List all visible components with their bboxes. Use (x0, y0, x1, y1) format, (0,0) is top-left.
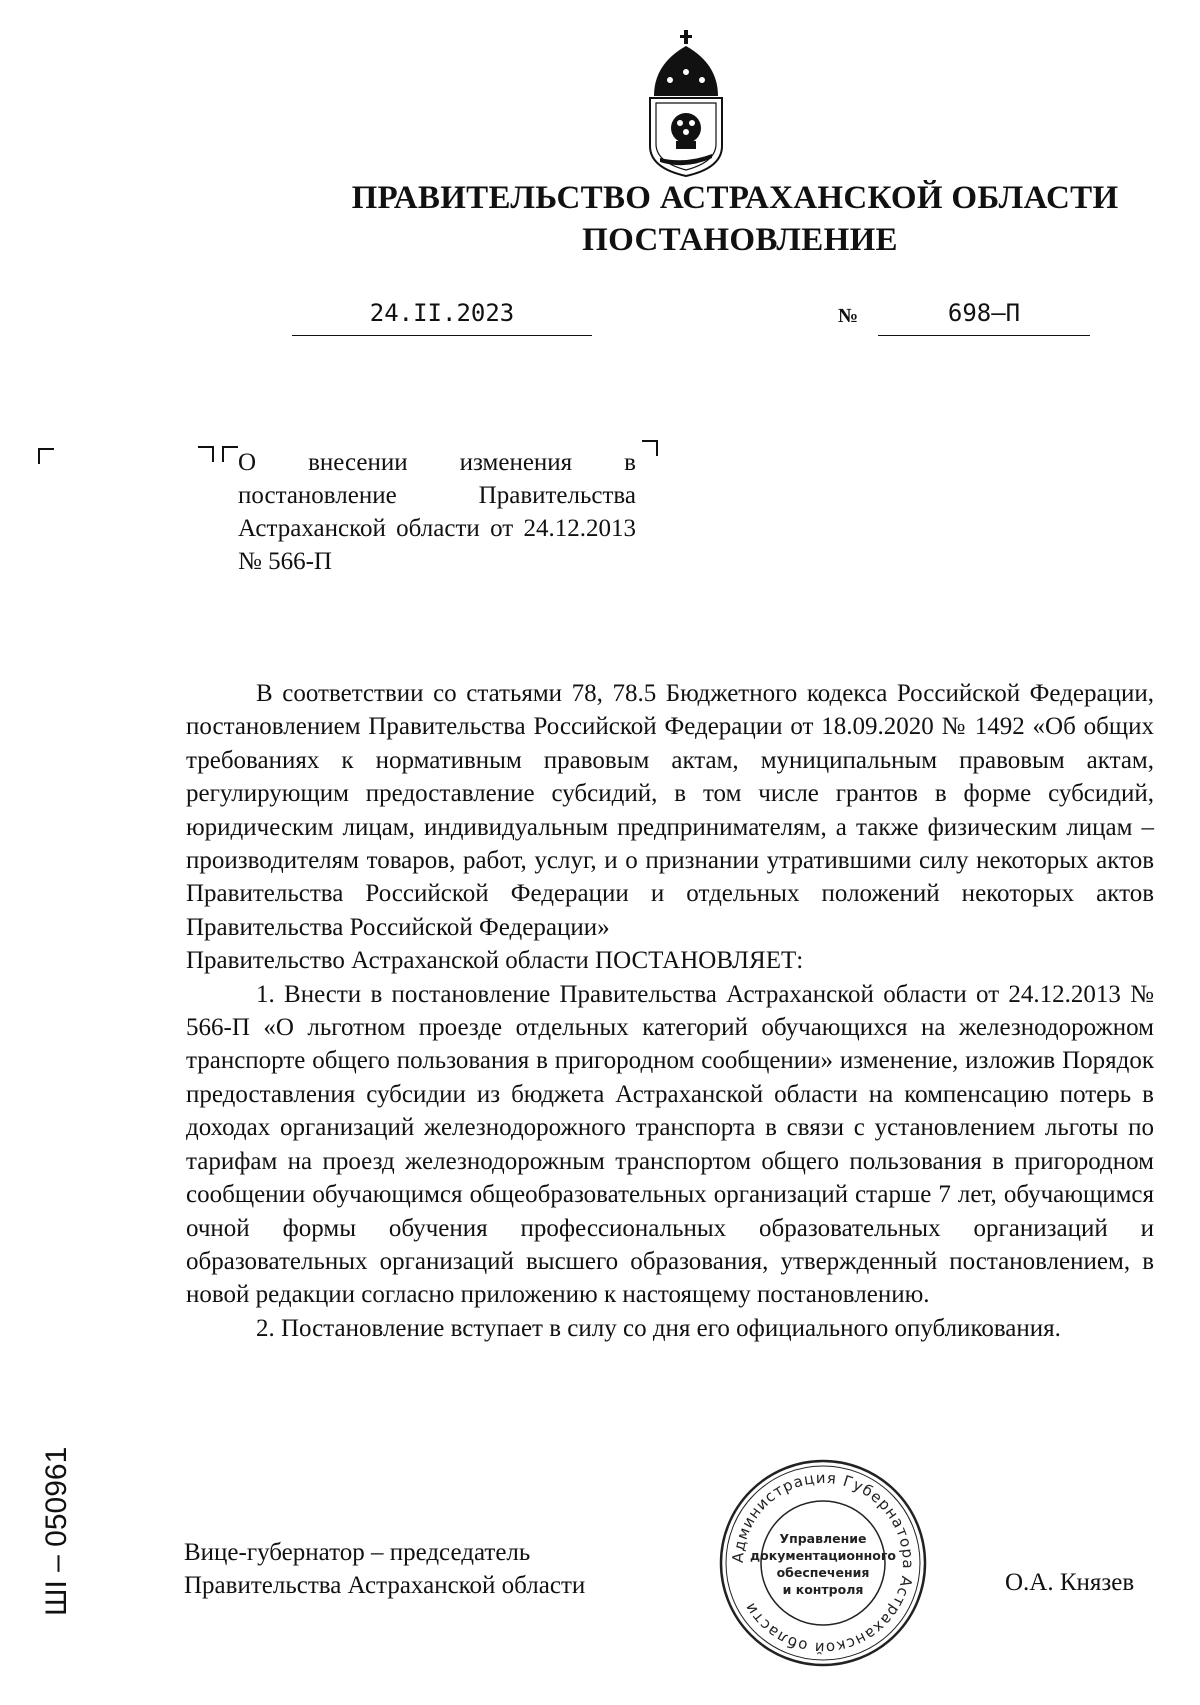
item-2-paragraph: 2. Постановление вступает в силу со дня его официального опубликования. (256, 1314, 1061, 1342)
document-number: 698–П (947, 299, 1021, 327)
svg-text:обеспечения: обеспечения (776, 1565, 870, 1580)
document-date: 24.II.2023 (369, 299, 515, 327)
signatory-name: О.А. Князев (1005, 1569, 1135, 1596)
document-body (186, 677, 1154, 1345)
official-stamp (718, 1458, 928, 1668)
preamble-paragraph: В соответствии со статьями 78, 78.5 Бюджетного кодекса Российской Федерации, постановлением Правительства Российской Федерации от 18.09.2020 № 1492 «Об общих требованиях к нормативным правовым актам, муниципальным правовым актам, регулирующим предоставление субсидий, в том числе грантов в форме субсидий, юридическим лицам, индивидуальным предпринимателям, а также физическим лицам – производителям товаров, работ, услуг, и о признании утратившими силу некоторых актов Правительства Российской Федерации и отдельных положений некоторых актов Правительства Российской Федерации» (186, 680, 1154, 941)
registry-code-text: ШІ – 050961 (40, 1446, 73, 1616)
corner-mark-subject-open-1 (198, 446, 214, 462)
svg-text:Управление: Управление (779, 1531, 867, 1546)
corner-mark-left (38, 448, 54, 464)
svg-text:документационного: документационного (750, 1548, 896, 1563)
svg-text:и контроля: и контроля (782, 1582, 864, 1597)
item-1-paragraph: 1. Внести в постановление Правительства Астраханской области от 24.12.2013 № 566-П «О льготном проезде отдельных категорий обучающихся на железнодорожном транспорте общего пользования в пригородном сообщении» изменение, изложив Порядок предоставления субсидии из бюджета Астраханской области на компенсацию потерь в доходах организаций железнодорожного транспорта в связи с установлением льготы по тарифам на проезд железнодорожным транспортом общего пользования в пригородном сообщении обучающимся общеобразовательных организаций старше 7 лет, обучающимся очной формы обучения профессиональных образовательных организаций и образовательных организаций высшего образования, утвержденный постановлением, в новой редакции согласно приложению к настоящему постановлению. (186, 980, 1154, 1309)
position-line-2: Правительства Астраханской области (184, 1572, 586, 1599)
registry-code (30, 1380, 78, 1620)
position-line-1: Вице-губернатор – председатель (184, 1539, 531, 1566)
document-type-title: ПОСТАНОВЛЕНИЕ (582, 222, 898, 258)
coat-of-arms-emblem (640, 28, 732, 178)
corner-mark-subject-close (642, 440, 658, 456)
corner-mark-subject-open-2 (222, 446, 238, 462)
number-label: № (838, 305, 859, 327)
signatory-position (184, 1536, 585, 1602)
resolves-paragraph: Правительство Астраханской области ПОСТАНОВЛЯЕТ: (186, 947, 804, 975)
svg-text:Администрация Губернатора Астр: Администрация Губернатора Астраханской области (728, 1468, 918, 1658)
organization-title: ПРАВИТЕЛЬСТВО АСТРАХАНСКОЙ ОБЛАСТИ (351, 180, 1119, 216)
date-field (292, 299, 592, 336)
number-field (878, 299, 1090, 336)
document-subject: О внесении изменения в постановление Правительства Астраханской области от 24.12.2013 № 566-П (238, 449, 636, 575)
